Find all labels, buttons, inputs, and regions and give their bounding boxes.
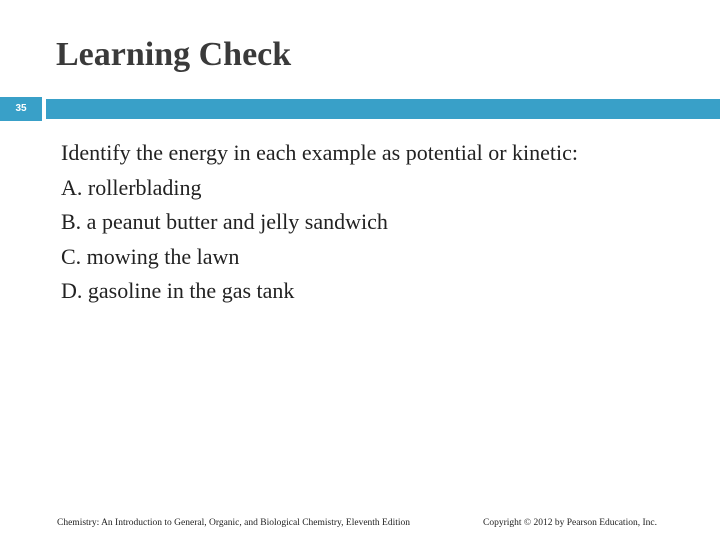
list-item: A. rollerblading (61, 174, 202, 200)
slide-number: 35 (15, 103, 27, 114)
slide-title: Learning Check (56, 36, 292, 73)
title-divider-bar (46, 99, 720, 119)
list-item: C. mowing the lawn (61, 243, 240, 269)
footer-copyright: Copyright © 2012 by Pearson Education, Inc. (483, 518, 657, 528)
slide-content (61, 136, 578, 309)
list-item: D. gasoline in the gas tank (61, 278, 295, 303)
list-item: B. a peanut butter and jelly sandwich (61, 209, 388, 234)
question-prompt: Identify the energy in each example as potential or kinetic: (61, 140, 579, 165)
footer-book-title: Chemistry: An Introduction to General, Organic, and Biological Chemistry, Eleventh Edition (57, 518, 411, 528)
